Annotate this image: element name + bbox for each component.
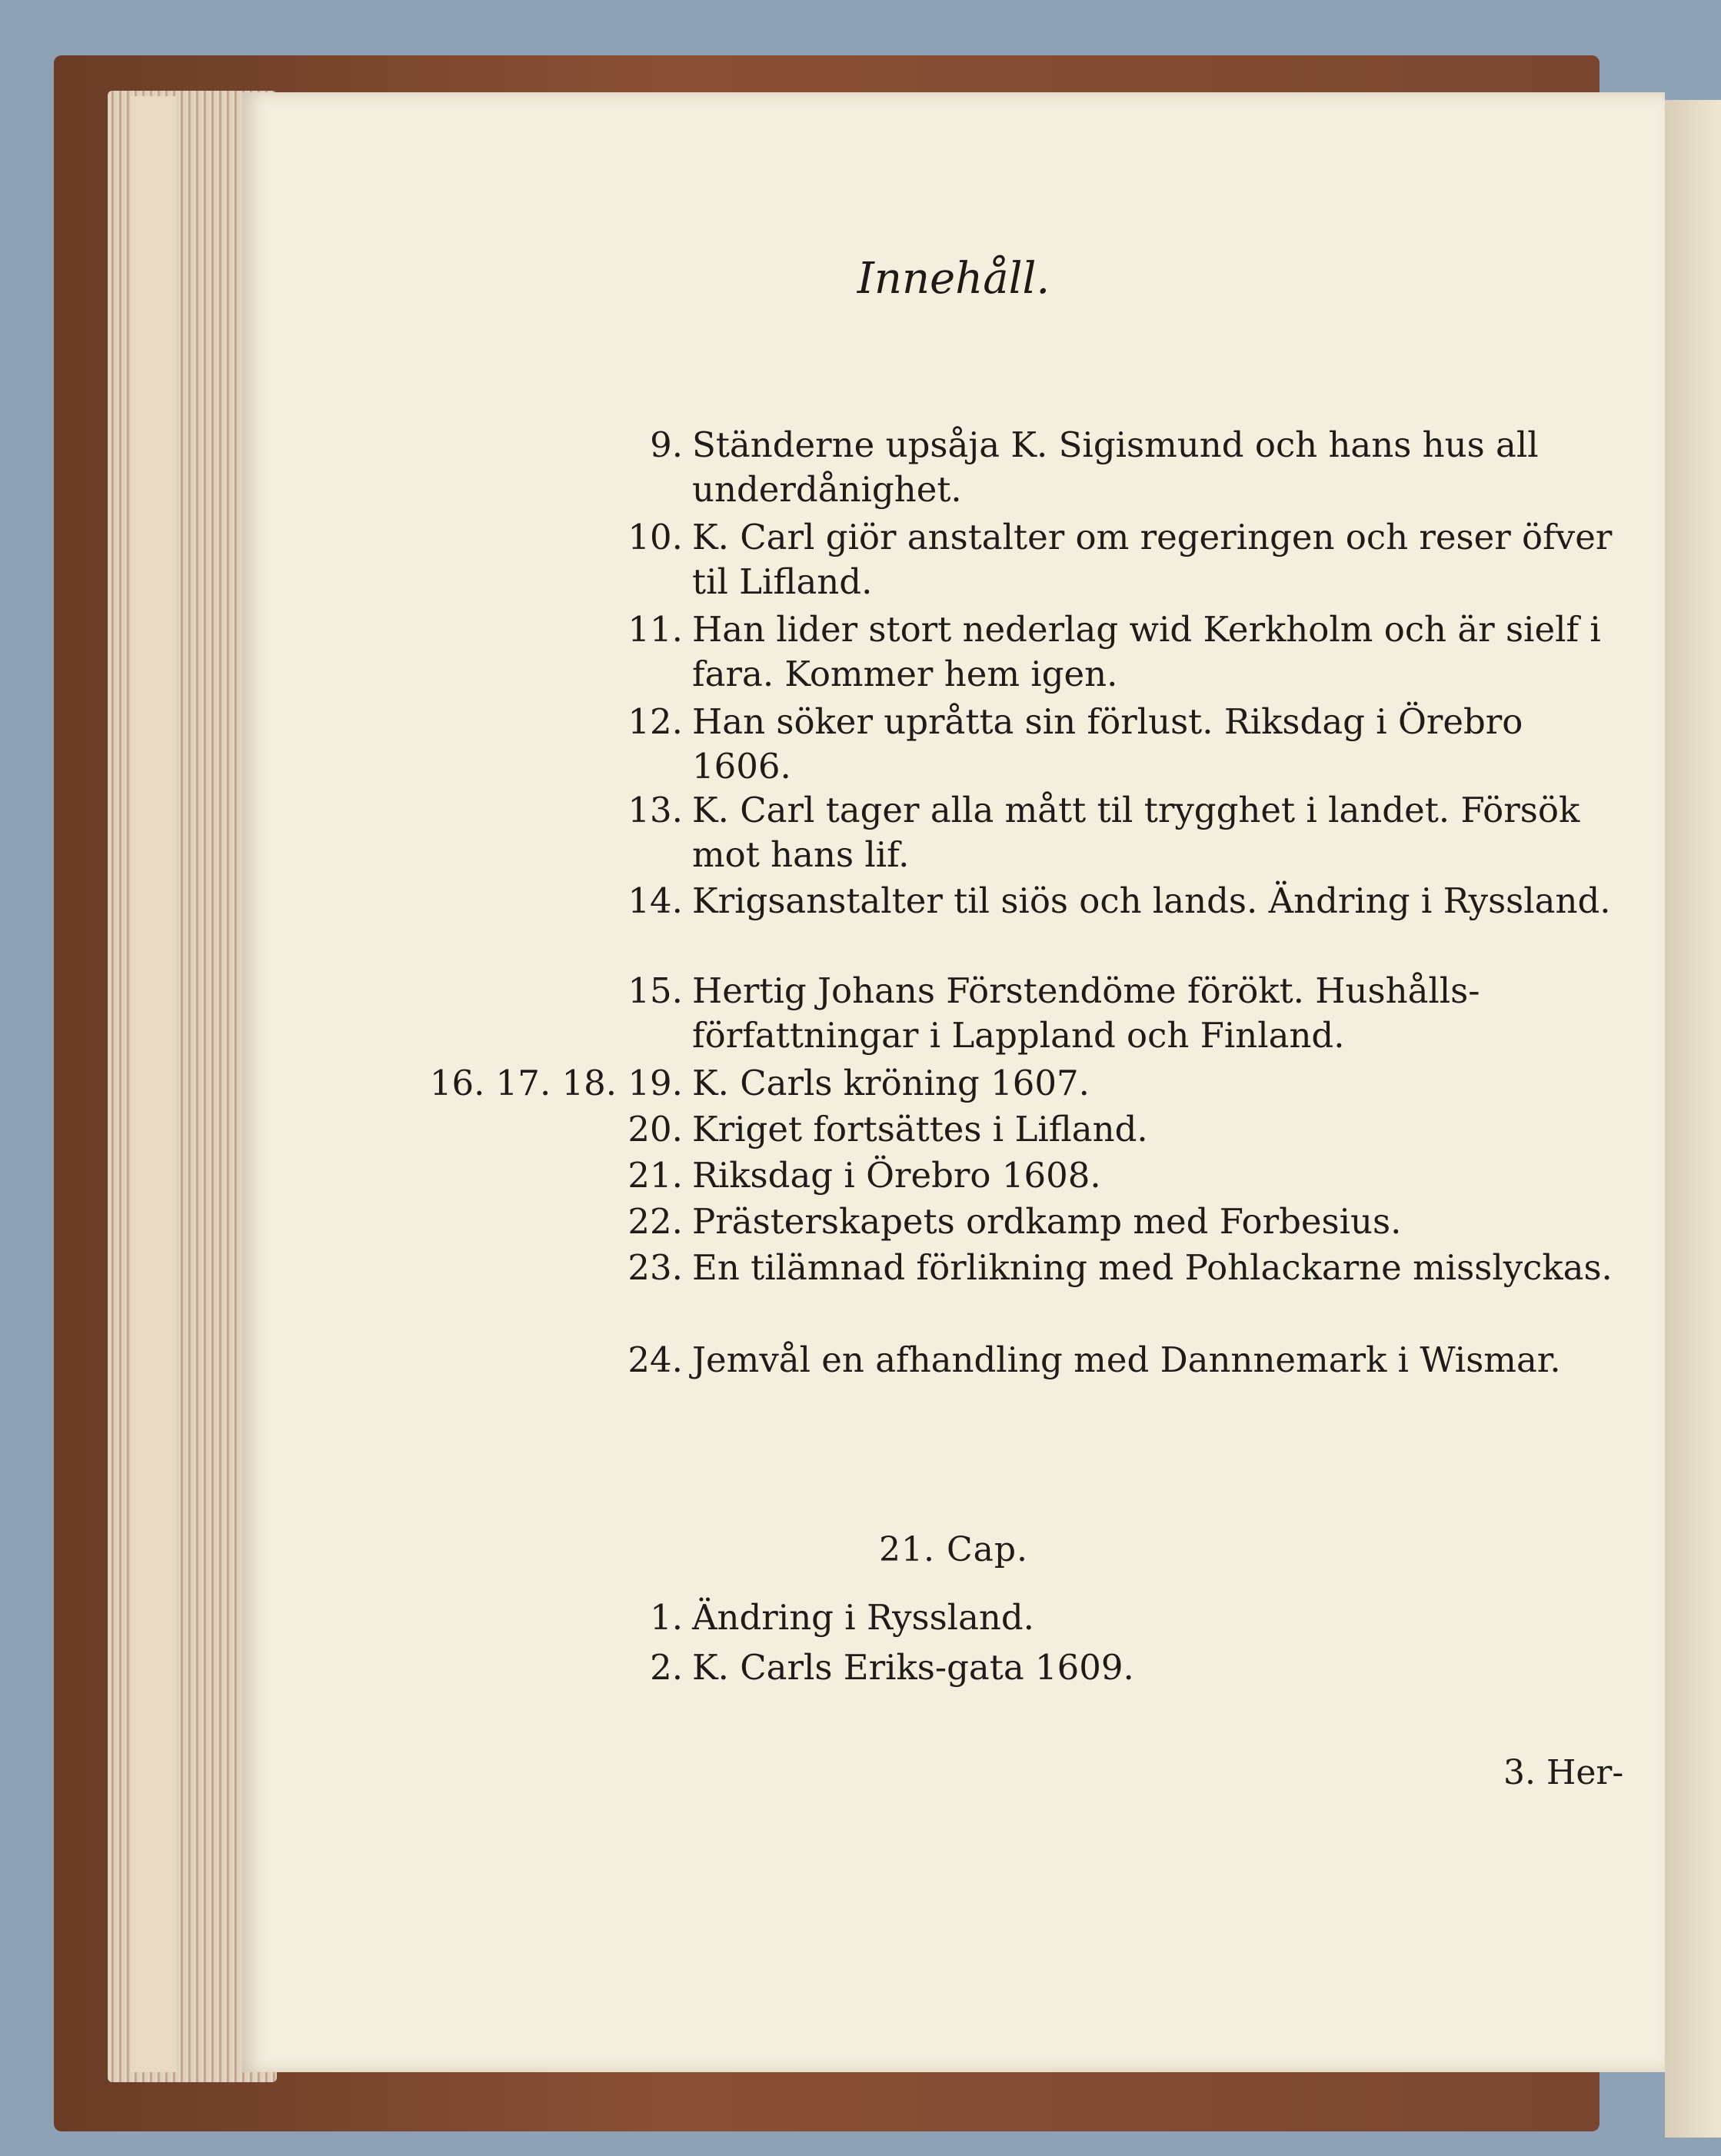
entry-text: K. Carls kröning 1607. <box>692 1063 1090 1103</box>
list-item <box>627 700 1630 789</box>
entry-number: 9. <box>650 424 683 465</box>
entry-text: Han söker upråtta sin förlust. Riksdag i Örebro 1606. <box>692 701 1523 787</box>
entry-text: Hertig Johans Förstendöme förökt. Hushålls-författningar i Lappland och Finland. <box>692 970 1480 1056</box>
list-item <box>429 1061 1630 1106</box>
page-title: Innehåll. <box>857 254 1050 304</box>
entry-number: 21. <box>627 1155 683 1196</box>
list-item <box>627 879 1630 923</box>
list-item <box>627 1107 1630 1152</box>
entry-number: 11. <box>627 609 683 650</box>
entry-text: K. Carl giör anstalter om regeringen och reser öfver til Lifland. <box>692 517 1613 602</box>
list-item <box>650 423 1630 512</box>
entry-number: 12. <box>627 701 683 742</box>
catchword: 3. Her- <box>1503 1753 1624 1792</box>
entry-number: 1. <box>650 1597 683 1638</box>
entry-number: 24. <box>627 1339 683 1380</box>
entry-text: Riksdag i Örebro 1608. <box>692 1155 1101 1196</box>
entry-text: Jemvål en afhandling med Dannnemark i Wismar. <box>692 1339 1561 1380</box>
page-edges-inner <box>131 96 177 2072</box>
entry-number: 23. <box>627 1247 683 1288</box>
entry-number: 20. <box>627 1109 683 1150</box>
entry-text: Prästerskapets ordkamp med Forbesius. <box>692 1201 1402 1242</box>
book-page <box>242 92 1665 2072</box>
entry-text: Ständerne upsåja K. Sigismund och hans hus all underdånighet. <box>692 424 1539 510</box>
entry-number: 22. <box>627 1201 683 1242</box>
entry-text: K. Carl tager alla mått til trygghet i landet. Försök mot hans lif. <box>692 790 1580 875</box>
entry-number: 14. <box>627 880 683 921</box>
list-item <box>627 1246 1630 1290</box>
chapter-heading: 21. Cap. <box>878 1530 1028 1569</box>
list-item <box>650 1595 1630 1640</box>
entry-number: 13. <box>627 790 683 830</box>
list-item <box>627 969 1630 1058</box>
entry-text: Ändring i Ryssland. <box>692 1597 1034 1638</box>
entry-text: K. Carls Eriks-gata 1609. <box>692 1647 1134 1688</box>
list-item <box>627 1338 1630 1382</box>
entry-text: Han lider stort nederlag wid Kerkholm och är sielf i fara. Kommer hem igen. <box>692 609 1601 694</box>
list-item <box>627 788 1630 877</box>
entry-text: Krigsanstalter til siös och lands. Ändring i Ryssland. <box>692 880 1611 921</box>
list-item <box>627 1199 1630 1244</box>
list-item <box>627 607 1630 697</box>
entry-number: 16. 17. 18. 19. <box>429 1063 683 1103</box>
list-item <box>650 1645 1630 1690</box>
entry-number: 10. <box>627 517 683 557</box>
entry-text: Kriget fortsättes i Lifland. <box>692 1109 1148 1150</box>
entry-number: 15. <box>627 970 683 1011</box>
entry-number: 2. <box>650 1647 683 1688</box>
list-item <box>627 515 1630 604</box>
list-item <box>627 1153 1630 1198</box>
entry-text: En tilämnad förlikning med Pohlackarne misslyckas. <box>692 1247 1613 1288</box>
facing-page-edge <box>1665 100 1721 2138</box>
